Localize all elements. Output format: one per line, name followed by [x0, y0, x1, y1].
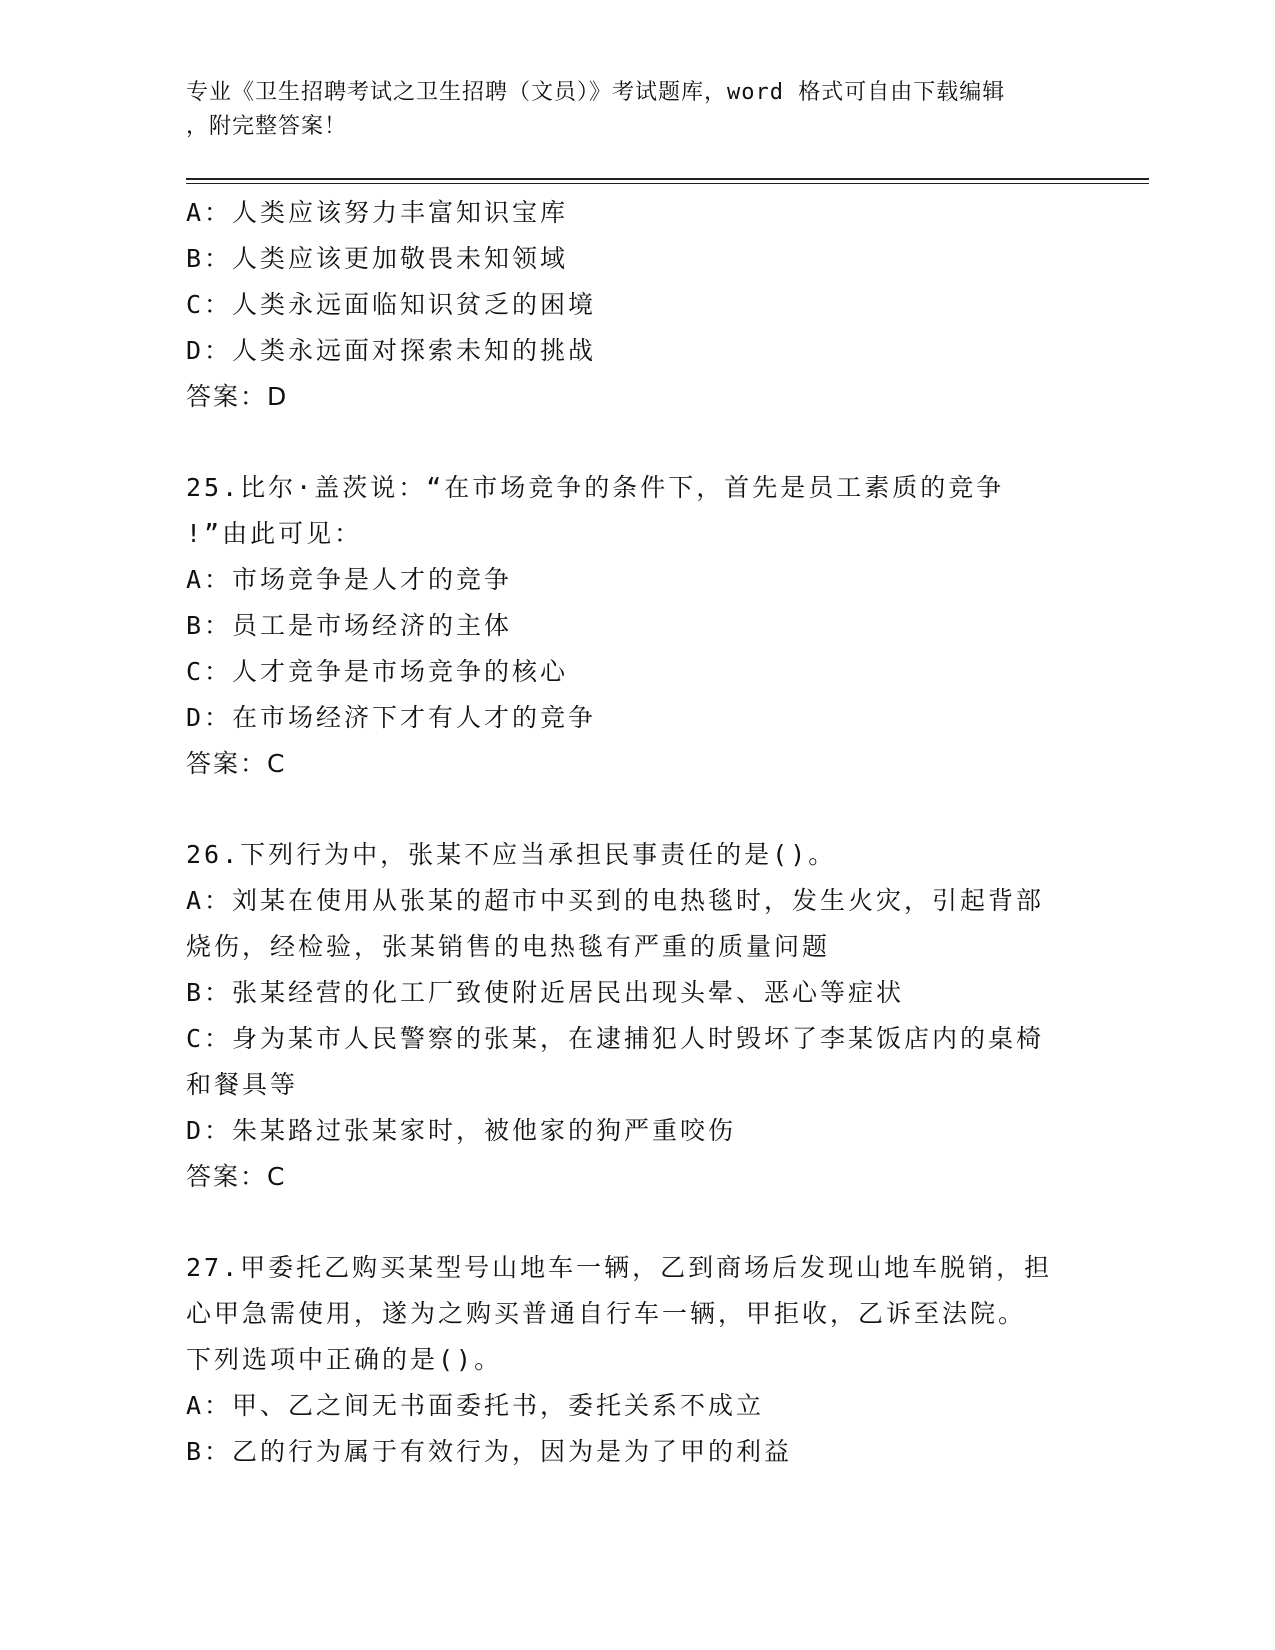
question-list: [186, 190, 1086, 1475]
spacer: [186, 420, 1086, 465]
question-text: 27.甲委托乙购买某型号山地车一辆，乙到商场后发现山地车脱销，担: [186, 1253, 1053, 1282]
answer-text: 答案：C: [186, 1162, 287, 1191]
option-c: C：人才竞争是市场竞争的核心: [186, 657, 569, 686]
question-text-cont: !”由此可见：: [186, 519, 363, 548]
option-c-cont: 和餐具等: [186, 1070, 299, 1099]
option-d: D：朱某路过张某家时，被他家的狗严重咬伤: [186, 1116, 737, 1145]
option-a: A：刘某在使用从张某的超市中买到的电热毯时，发生火灾，引起背部: [186, 886, 1045, 915]
question-text-cont: 心甲急需使用，遂为之购买普通自行车一辆，甲拒收，乙诉至法院。: [186, 1299, 1027, 1328]
spacer: [186, 787, 1086, 832]
option-b: B：乙的行为属于有效行为，因为是为了甲的利益: [186, 1437, 793, 1466]
option-b: B：员工是市场经济的主体: [186, 611, 513, 640]
header-line-1: 专业《卫生招聘考试之卫生招聘（文员）》考试题库，word 格式可自由下载编辑: [186, 80, 1006, 105]
question-27: [186, 1245, 1086, 1475]
option-d: D：人类永远面对探索未知的挑战: [186, 336, 597, 365]
question-25: [186, 465, 1086, 787]
option-d: D：在市场经济下才有人才的竞争: [186, 703, 597, 732]
option-c: C：人类永远面临知识贫乏的困境: [186, 290, 597, 319]
header-divider-thin: [186, 183, 1149, 184]
option-a: A：市场竞争是人才的竞争: [186, 565, 513, 594]
question-text: 26.下列行为中，张某不应当承担民事责任的是()。: [186, 840, 837, 869]
option-a: A：人类应该努力丰富知识宝库: [186, 198, 569, 227]
answer-text: 答案：C: [186, 749, 287, 778]
option-b: B：人类应该更加敬畏未知领域: [186, 244, 569, 273]
header-line-2: ，附完整答案！: [186, 114, 348, 139]
document-header: [186, 76, 1066, 144]
question-26: [186, 832, 1086, 1200]
answer-text: 答案：D: [186, 382, 289, 411]
question-text: 25.比尔·盖茨说：“在市场竞争的条件下，首先是员工素质的竞争: [186, 473, 1005, 502]
question-24-options: [186, 190, 1086, 420]
option-c: C：身为某市人民警察的张某，在逮捕犯人时毁坏了李某饭店内的桌椅: [186, 1024, 1045, 1053]
spacer: [186, 1200, 1086, 1245]
option-a: A：甲、乙之间无书面委托书，委托关系不成立: [186, 1391, 765, 1420]
question-text-cont: 下列选项中正确的是()。: [186, 1345, 503, 1374]
option-a-cont: 烧伤，经检验，张某销售的电热毯有严重的质量问题: [186, 932, 831, 961]
header-divider-thick: [186, 178, 1149, 180]
option-b: B：张某经营的化工厂致使附近居民出现头晕、恶心等症状: [186, 978, 905, 1007]
